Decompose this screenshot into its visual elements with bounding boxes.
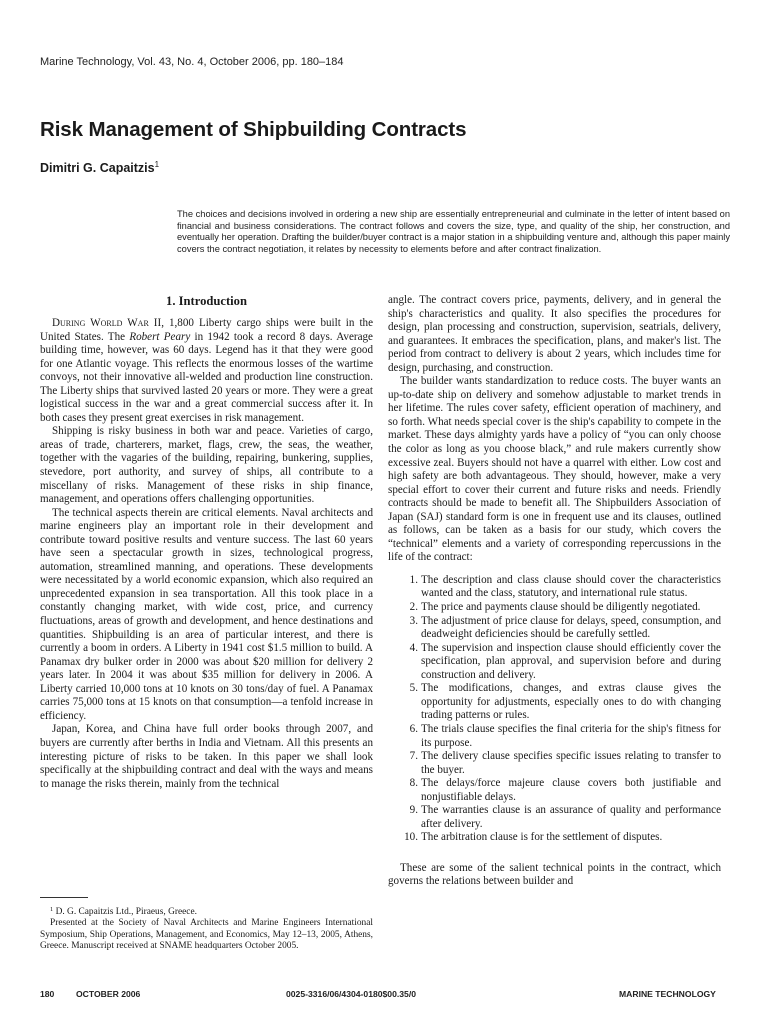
clause-text: The description and class clause should cover the characteristics wanted and the class, statutory, and international rule status. — [421, 573, 721, 600]
clause-item — [388, 682, 721, 723]
clause-text: The trials clause specifies the final criteria for the ship's fitness for its purpose. — [421, 722, 721, 749]
clause-item — [388, 642, 721, 683]
intro-paragraph-3: The technical aspects therein are critical elements. Naval architects and marine engineers play an important role in their development and contribute toward positive results and venture success. The last 60 years have seen a spectacular growth in sizes, technological progress, automation, streamlined manning, and operations. These developments were necessitated by a world economic expansion, which also required an unprecedented expansion in sea transportation. All this took place in a constantly changing market, with wide cost, price, and currency fluctuations, areas of growth and development, and hence destinations and quantities. Shipbuilding is an area of particular interest, and there is currently a boom in orders. A Liberty in 1941 cost $1.5 million to build. A Panamax dry bulker order in 2000 was about $20 million for delivery 2 years later. In 2004 it was about $35 million for delivery in 2006. A Liberty carried 10,000 tons at 10 knots on 30 tons/day of fuel. A Panamax carries 75,000 tons at 15 knots on that consumption—a tenfold increase in efficiency. — [40, 506, 373, 722]
clause-number: 10. — [404, 831, 418, 844]
footnote-2: Presented at the Society of Naval Architects and Marine Engineers International Symposium, Ship Operations, Management, and Economics, May 12–13, 2005, Athens, Greece. Manuscript received at SNAME headquarters October 2005. — [40, 918, 373, 951]
footnotes — [40, 904, 373, 952]
clause-text: The delivery clause specifies specific issues relating to transfer to the buyer. — [421, 750, 721, 776]
intro-paragraph-6: The builder wants standardization to reduce costs. The buyer wants an up-to-date ship on delivery and somehow adjustable to market trends in her lifetime. The rules cover safety, efficient operation of machinery, and so forth. What needs special cover is the ship's capability to compete in the market. These days almighty yards have a policy of “you can only choose the color as long as you choose black,” and rule makers currently show excessive zeal. Buyers should not have a quarrel with either. Low cost and high safety are both advantageous. They should, however, make a very special effort to cover their current and future risks and needs. Friendly contracts should be made to benefit all. The Shipbuilders Association of Japan (SAJ) standard form is one in frequent use and its clauses, outlined as follows, can be taken as a basis for our study, which covers the “technical” elements and a variety of corresponding repercussions in the life of the contract: — [388, 375, 721, 564]
footer-page-number: 180 — [40, 989, 55, 999]
clause-item — [388, 723, 721, 750]
clause-text: The adjustment of price clause for delays, speed, consumption, and deadweight deficiencies should be carefully settled. — [421, 614, 721, 641]
clause-number: 2. — [409, 601, 418, 614]
clause-number: 5. — [409, 682, 418, 695]
footnote-mark: 1 — [50, 906, 54, 913]
clause-item — [388, 574, 721, 601]
clause-item — [388, 804, 721, 831]
drop-lead-text: During World War — [52, 317, 149, 329]
author-footnote-mark: 1 — [154, 160, 160, 169]
clause-text: The modifications, changes, and extras clause gives the opportunity for adjustments, especially ones to do with changing trading patterns or rules. — [421, 682, 721, 722]
clause-number: 8. — [409, 777, 418, 790]
journal-citation: Marine Technology, Vol. 43, No. 4, October 2006, pp. 180–184 — [40, 56, 344, 68]
footer-date: OCTOBER 2006 — [76, 989, 141, 999]
left-column — [40, 294, 373, 791]
footer-code: 0025-3316/06/4304-0180$00.35/0 — [286, 989, 416, 999]
clause-item — [388, 777, 721, 804]
clause-text: The arbitration clause is for the settlement of disputes. — [421, 831, 663, 844]
clause-item — [388, 750, 721, 777]
clause-text: The supervision and inspection clause should efficiently cover the specification, plan approval, and supervision before and during construction and delivery. — [421, 641, 721, 681]
intro-paragraph-4: Japan, Korea, and China have full order books through 2007, and buyers are currently after berths in India and Vietnam. All this presents an interesting picture of risks to be taken. In this paper we shall look specifically at the shipbuilding contract and deal with the ways and means to manage the risks therein, mainly from the technical — [40, 723, 373, 790]
clause-number: 1. — [409, 573, 418, 586]
clause-list — [388, 574, 721, 845]
footnote-divider — [40, 897, 88, 898]
intro-paragraph-7: These are some of the salient technical points in the contract, which governs the relations between builder and — [388, 861, 721, 888]
footnote-1: $^1$ D. G. Capaitzis Ltd., Piraeus, Greece. — [50, 906, 197, 917]
clause-item — [388, 601, 721, 615]
clause-number: 6. — [409, 722, 418, 735]
author-line — [40, 160, 159, 175]
clause-number: 3. — [409, 614, 418, 627]
footer-journal: MARINE TECHNOLOGY — [619, 989, 716, 999]
clause-text: The warranties clause is an assurance of quality and performance after delivery. — [421, 804, 721, 830]
ship-name: Robert Peary — [129, 330, 191, 343]
intro-paragraph-5: angle. The contract covers price, payments, delivery, and in general the ship's characteristics and quality. It also specifies the procedures for design, plan processing and construction, supervision, seatrials, delivery, and guarantees. It embraces the specification, plans, and maker's list. The period from contract to delivery is about 2 years, which includes time for design, purchasing, and construction. — [388, 294, 721, 374]
article-title: Risk Management of Shipbuilding Contracts — [40, 118, 467, 141]
section-heading: 1. Introduction — [166, 294, 247, 308]
intro-paragraph-2: Shipping is risky business in both war and peace. Varieties of cargo, areas of trade, charterers, market, flags, crew, the seas, the weather, together with the vagaries of the building, repairing, bunkering, supplies, stevedore, port authority, and survey of ships, all contribute to a miscellany of risks. Management of these risks in ship finance, management, and operations offers challenging opportunities. — [40, 425, 373, 506]
clause-number: 4. — [409, 641, 418, 654]
author-name: Dimitri G. Capaitzis — [40, 161, 155, 175]
clause-number: 7. — [409, 750, 418, 763]
clause-item — [388, 615, 721, 642]
abstract: The choices and decisions involved in ordering a new ship are essentially entrepreneurial and culminate in the letter of intent based on financial and business considerations. The contract follows and covers the size, type, and quality of the ship, her construction, and eventually her operation. Drafting the builder/buyer contract is a major station in a shipbuilding venture and, although this paper mainly covers the contract negotiation, it relates by necessity to elements before and after contract finalization. — [177, 209, 730, 255]
clause-text: The price and payments clause should be diligently negotiated. — [421, 601, 701, 614]
clause-number: 9. — [409, 804, 418, 817]
clause-text: The delays/force majeure clause covers both justifiable and nonjustifiable delays. — [421, 777, 721, 803]
right-column — [388, 294, 721, 889]
clause-item — [388, 831, 721, 845]
intro-paragraph-1: During World War II, 1,800 Liberty cargo ships were built in the United States. The Robert Peary in 1942 took a record 8 days. Average building time, however, was 60 days. Legend has it that they were good for one Atlantic voyage. This reflects the enormous losses of the wartime convoys, not their innovative all-welded and production line construction. The Liberty ships that survived lasted 20 years or more. They were a great logistical success in the war and a great commercial success after it. In both cases they present great exercises in risk management. — [40, 317, 373, 424]
